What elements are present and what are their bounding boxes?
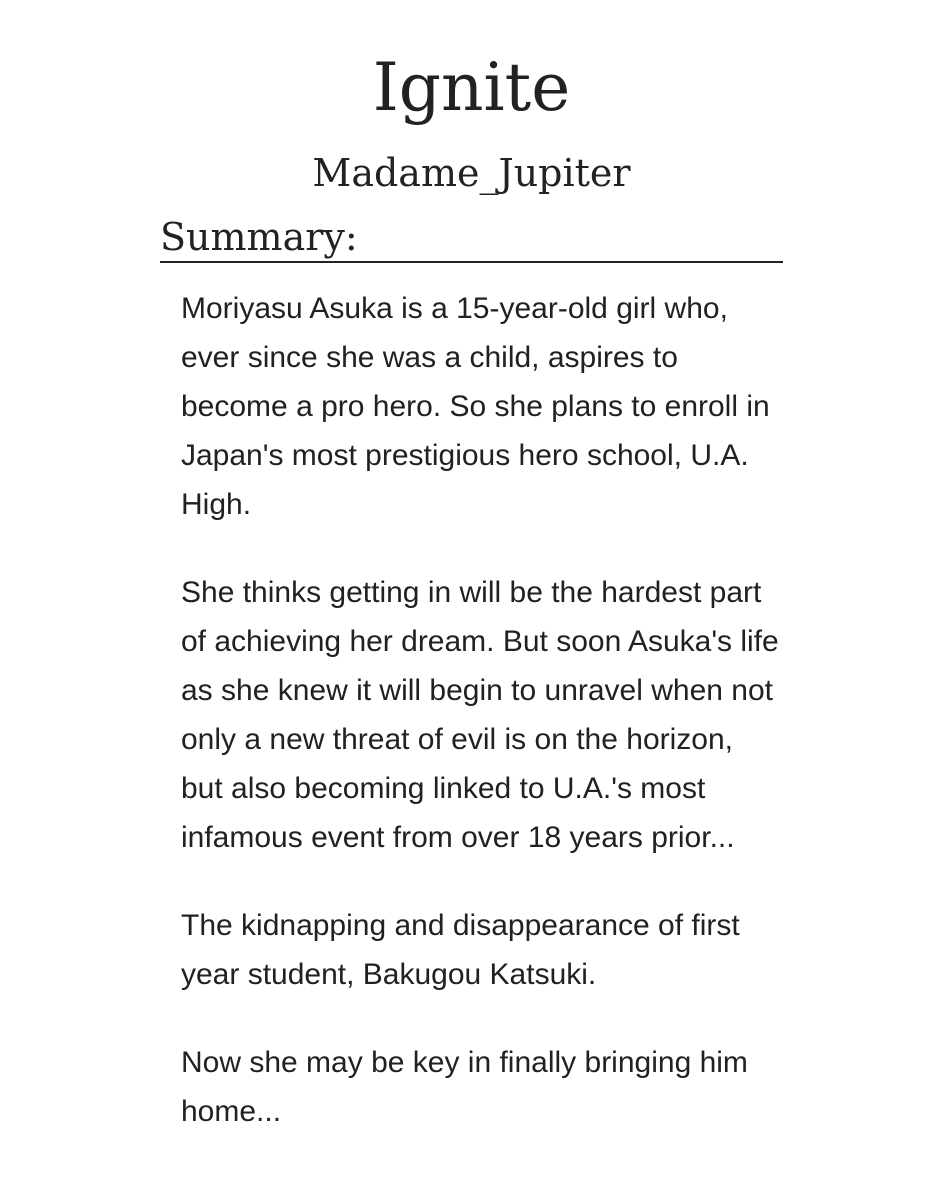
summary-body [181, 284, 781, 1175]
summary-heading: Summary: [160, 213, 783, 263]
summary-paragraph-3: The kidnapping and disappearance of first year student, Bakugou Katsuki. [181, 909, 740, 991]
story-author: Madame_Jupiter [312, 151, 631, 195]
summary-paragraph-2: She thinks getting in will be the hardest part of achieving her dream. But soon Asuka's life as she knew it will begin to unravel when not only a new threat of evil is on the horizon, but also becoming linked to U.A.'s most infamous event from over 18 years prior... [181, 576, 779, 854]
summary-paragraph-4: Now she may be key in finally bringing him home... [181, 1046, 748, 1128]
story-title: Ignite [372, 49, 571, 126]
summary-paragraph-1: Moriyasu Asuka is a 15-year-old girl who, ever since she was a child, aspires to become a pro hero. So she plans to enroll in Japan's most prestigious hero school, U.A. High. [181, 292, 770, 521]
